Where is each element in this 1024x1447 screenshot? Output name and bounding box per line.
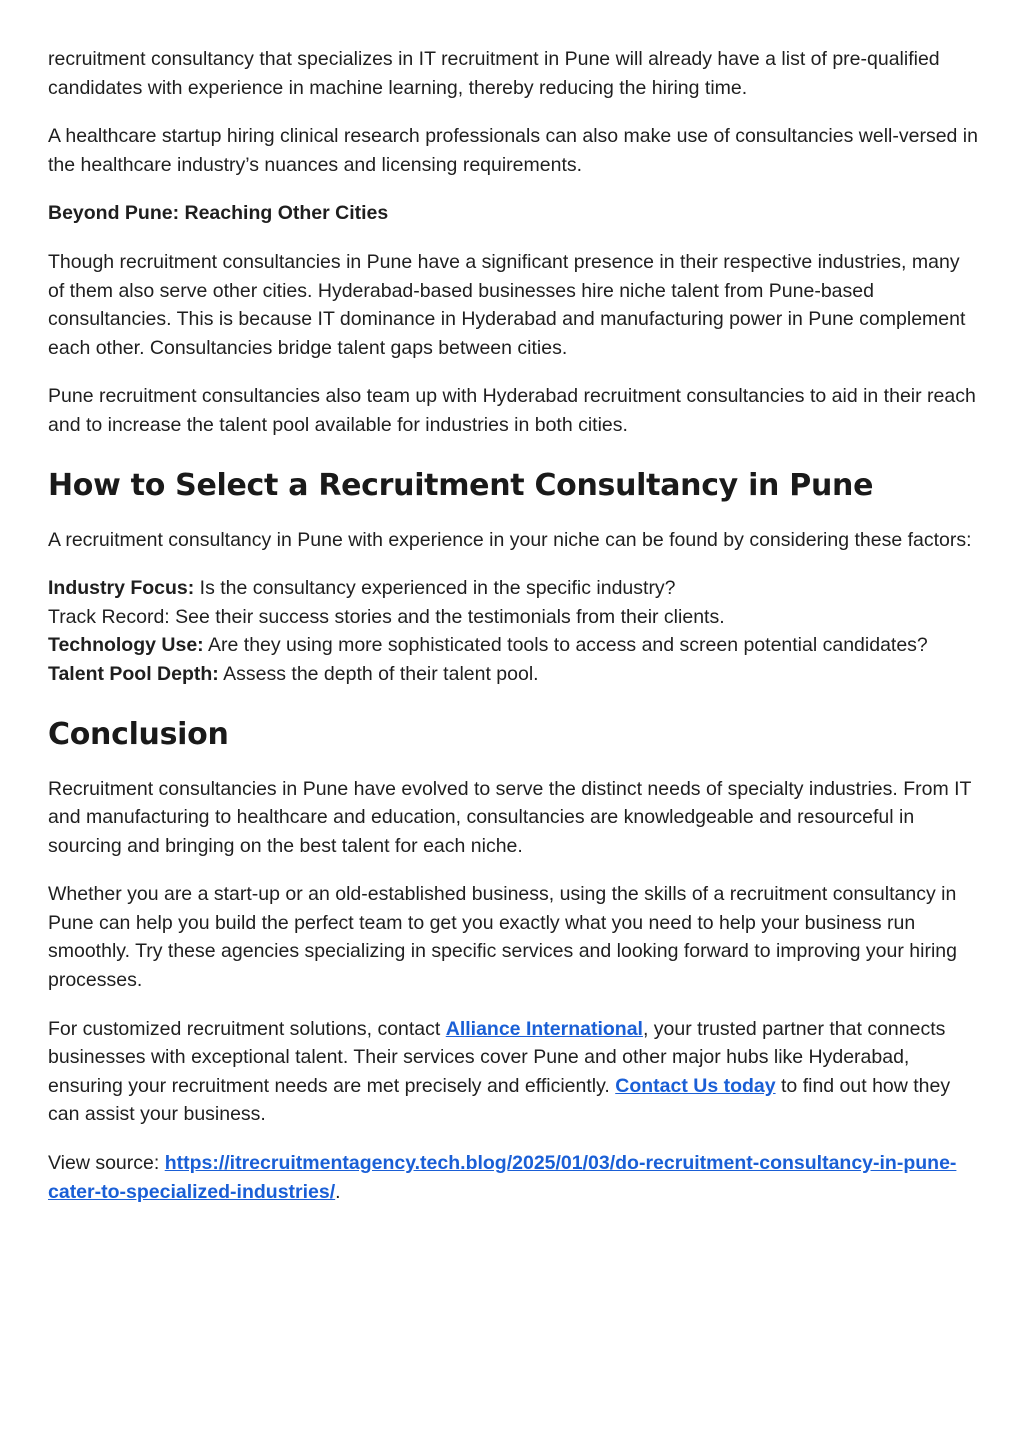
paragraph-contact (48, 1015, 978, 1129)
factor-text: Are they using more sophisticated tools to access and screen potential candidates? (203, 634, 928, 657)
paragraph-conclusion-1: Recruitment consultancies in Pune have evolved to serve the distinct needs of specialty industries. From IT and manufacturing to healthcare and education, consultancies are knowledgeable and resourceful in sourcing and bringing on the best talent for each niche. (48, 777, 972, 857)
contact-text-end: to find out how they can assist your business. (48, 1074, 951, 1126)
factor-label: Technology Use: (48, 634, 204, 657)
factor-label: Talent Pool Depth: (48, 662, 219, 685)
factor-track-record (48, 603, 978, 632)
factor-talent-pool-depth (48, 660, 978, 689)
source-period: . (335, 1180, 341, 1203)
factor-text: Track Record: See their success stories and the testimonials from their clients. (48, 605, 725, 628)
contact-text-start: For customized recruitment solutions, contact (48, 1017, 446, 1040)
paragraph-it-recruitment: recruitment consultancy that specializes in IT recruitment in Pune will already have a list of pre-qualified candidates with experience in machine learning, thereby reducing the hiring time. (48, 48, 940, 99)
factor-text: Assess the depth of their talent pool. (218, 662, 539, 685)
paragraph-select-intro: A recruitment consultancy in Pune with experience in your niche can be found by considering these factors: (48, 528, 972, 551)
factor-text: Is the consultancy experienced in the specific industry? (194, 577, 676, 600)
heading-conclusion: Conclusion (48, 716, 229, 752)
factor-technology-use (48, 631, 978, 660)
paragraph-healthcare-startup: A healthcare startup hiring clinical research professionals can also make use of consultancies well-versed in the healthcare industry’s nuances and licensing requirements. (48, 125, 978, 176)
factor-label: Industry Focus: (48, 577, 195, 600)
paragraph-view-source (48, 1149, 978, 1206)
paragraph-other-cities: Though recruitment consultancies in Pune have a significant presence in their respective industries, many of them also serve other cities. Hyderabad-based businesses hire niche talent from Pune-based consultancies. This is because IT dominance in Hyderabad and manufacturing power in Pune complement each other. Consultancies bridge talent gaps between cities. (48, 250, 966, 359)
contact-text-middle: , your trusted partner that connects businesses with exceptional talent. Their services cover Pune and other major hubs like Hyderabad, ensuring your recruitment needs are met precisely and efficiently. (48, 1017, 946, 1097)
alliance-international-link[interactable]: Alliance International (445, 1017, 643, 1040)
factor-list (48, 574, 978, 688)
document-page (48, 45, 978, 1226)
heading-how-to-select: How to Select a Recruitment Consultancy in Pune (48, 467, 874, 503)
paragraph-conclusion-2: Whether you are a start-up or an old-established business, using the skills of a recruitment consultancy in Pune can help you build the perfect team to get you exactly what you need to help your business run smoothly. Try these agencies specializing in specific services and looking forward to improving your hiring processes. (48, 883, 957, 992)
subheading-beyond-pune: Beyond Pune: Reaching Other Cities (48, 202, 389, 225)
source-url-link[interactable]: https://itrecruitmentagency.tech.blog/2025/01/03/do-recruitment-consultancy-in-pune-cater-to-specialized-industries/ (48, 1152, 957, 1203)
contact-us-link[interactable]: Contact Us today (615, 1074, 776, 1097)
paragraph-hyderabad-teamup: Pune recruitment consultancies also team up with Hyderabad recruitment consultancies to aid in their reach and to increase the talent pool available for industries in both cities. (48, 385, 976, 436)
factor-industry-focus (48, 574, 978, 603)
source-label: View source: (48, 1152, 165, 1175)
